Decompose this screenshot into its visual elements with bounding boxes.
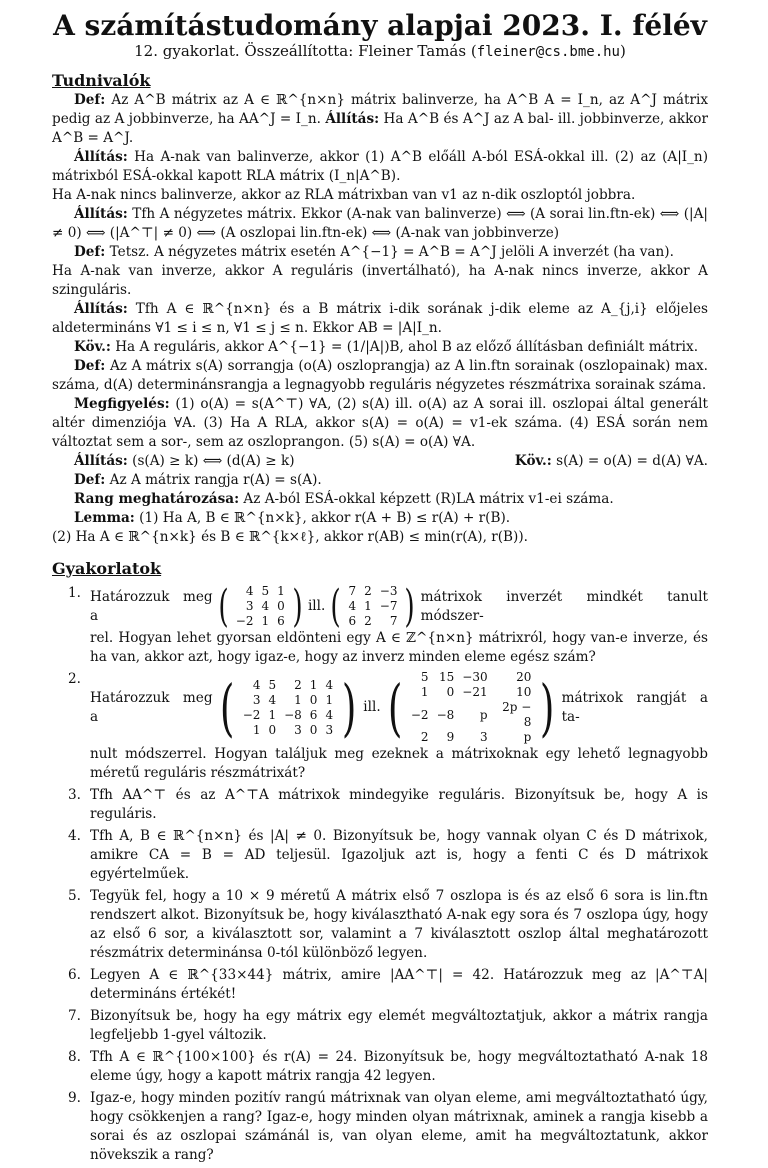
exercises-heading: Gyakorlatok	[52, 559, 162, 578]
exercise-text: nult módszerrel. Hogyan találjuk meg ezeknek a mátrixoknak egy lehető legnagyobb méretű reguláris részmátrixát?	[90, 746, 708, 781]
matrix-cell: 1	[420, 685, 429, 699]
matrix-row	[239, 678, 337, 693]
exercise-text: Tfh A ∈ ℝ^{100×100} és r(A) = 24. Bizonyítsuk be, hogy megváltoztatható A-nak 18 eleme úgy, hogy a kapott mátrix rangja 42 legyen.	[90, 1049, 708, 1084]
matrix-cell: 2	[364, 614, 372, 628]
matrix-cell: −2	[242, 707, 261, 722]
exercise-item	[52, 827, 708, 884]
matrix-cell: 0	[309, 722, 318, 737]
matrix-cell: 1	[268, 707, 277, 722]
allitas-label: Állítás:	[74, 206, 128, 222]
lemma-text: (1) Ha A, B ∈ ℝ^{n×k}, akkor r(A + B) ≤ r(A) + r(B).	[139, 510, 511, 526]
document-title: A számítástudomány alapjai 2023. I. félév	[53, 9, 707, 42]
def-text: Az A^B mátrix az A ∈ ℝ^{n×n} mátrix balinverze, ha A^B A = I_n, az A^J mátrix pedig az A jobbinverze, ha AA^J = I_n.	[52, 92, 709, 127]
matrix-row	[407, 730, 536, 745]
matrix-table	[345, 584, 402, 629]
exercise-item	[52, 966, 708, 1004]
allitas-text: Ha A^B és A^J az A bal- ill. jobbinverze, akkor A^B = A^J.	[52, 111, 708, 146]
matrix-cell: 5	[420, 670, 429, 684]
matrix-row	[407, 685, 536, 700]
matrix-2a: ( 4 5 2 1 4 3 4 1 0 1 −2 1 −8 6 4 1 0 3 0 3 )	[219, 670, 357, 744]
allitas-text: Ha A-nak van balinverze, akkor (1) A^B előáll A-ból ESÁ-okkal ill. (2) az (A|I_n) mátrixból ESÁ-okkal kapott RLA mátrix (I_n|A^B).	[52, 149, 708, 184]
allitas-label: Állítás:	[74, 301, 128, 317]
rang-text: Az A-ból ESÁ-okkal képzett (R)LA mátrix v1-ei száma.	[243, 491, 614, 507]
matrix-cell: 3	[294, 722, 302, 737]
exercise-number: 5.	[68, 888, 81, 904]
exercise-text: Bizonyítsuk be, hogy ha egy mátrix egy elemét megváltoztatjuk, akkor a mátrix rangja legfeljebb 1-gyel változik.	[90, 1008, 708, 1043]
matrix-cell: 2	[420, 730, 429, 744]
exercise-item	[52, 1007, 708, 1045]
matrix-cell: −7	[379, 599, 398, 613]
matrix-cell: 15	[438, 670, 455, 684]
exercise-text: Határozzuk meg a	[90, 588, 213, 624]
matrix-cell: 0	[309, 692, 318, 707]
exercise-text: ill.	[363, 699, 381, 715]
matrix-row	[239, 693, 337, 708]
matrix-cell: −2	[235, 614, 254, 628]
info-allitas-adjugate	[52, 300, 708, 338]
matrix-row	[345, 614, 402, 629]
allitas-label: Állítás:	[74, 149, 128, 165]
matrix-cell: 2p − 8	[502, 700, 532, 729]
megfigyeles-text: (1) o(A) = s(A^⊤) ∀A, (2) s(A) ill. o(A) az A sorai ill. oszlopai által generált altér dimenziója ∀A. (3) Ha A RLA, akkor s(A) = o(A) = v1-ek száma. (4) ESÁ során nem változtat sem a sor-, sem az oszloprangon. (5) s(A) = o(A) ∀A.	[52, 396, 708, 450]
document-page	[52, 10, 708, 1168]
exercise-text: mátrixok rangját a ta-	[561, 689, 708, 725]
matrix-cell: 3	[252, 692, 261, 707]
rang-label: Rang meghatározása:	[74, 491, 240, 507]
matrix-row	[345, 584, 402, 599]
subtitle-prefix: 12. gyakorlat. Összeállította: Fleiner Tamás (	[134, 42, 477, 60]
matrix-row	[407, 670, 536, 685]
matrix-row	[232, 599, 289, 614]
matrix-cell: 9	[446, 730, 455, 744]
document-subtitle	[52, 42, 708, 61]
allitas-label: Állítás:	[74, 453, 128, 469]
matrix-cell: 1	[252, 722, 261, 737]
matrix-cell: 4	[261, 599, 270, 613]
exercise-text: Határozzuk meg a	[90, 689, 213, 725]
matrix-cell: −2	[410, 707, 429, 722]
matrix-table	[232, 584, 289, 629]
matrix-cell: −30	[462, 670, 488, 684]
info-lemma-2: (2) Ha A ∈ ℝ^{n×k} és B ∈ ℝ^{k×ℓ}, akkor r(AB) ≤ min(r(A), r(B)).	[52, 529, 528, 545]
matrix-cell: 4	[325, 677, 334, 692]
matrix-cell: 2	[364, 584, 372, 598]
exercise-text: mátrixok inverzét mindkét tanult módszer-	[420, 588, 708, 624]
matrix-cell: 1	[277, 584, 285, 598]
kov-text: s(A) = o(A) = d(A) ∀A.	[556, 453, 708, 469]
matrix-cell: 5	[268, 677, 277, 692]
matrix-cell: 6	[277, 614, 285, 628]
kov-label: Köv.:	[74, 339, 111, 355]
matrix-cell: 10	[516, 685, 532, 699]
exercise-item	[52, 786, 708, 824]
matrix-cell: 1	[309, 677, 318, 692]
kov-label: Köv.:	[514, 453, 552, 469]
matrix-row	[239, 708, 337, 723]
matrix-cell: 7	[348, 584, 357, 598]
matrix-cell: 7	[389, 614, 398, 628]
matrix-cell: −3	[379, 584, 398, 598]
allitas-text: (s(A) ≥ k) ⟺ (d(A) ≥ k)	[132, 453, 295, 469]
exercise-2-matrices-row	[90, 670, 708, 745]
exercise-text: rel. Hogyan lehet gyorsan eldönteni egy A ∈ ℤ^{n×n} mátrixról, hogy van-e inverze, és ha van, akkor azt, hogy igaz-e, hogy az inverz minden eleme egész szám?	[90, 630, 708, 665]
matrix-table	[239, 678, 337, 738]
matrix-1b: ( 7 2 −3 4 1 −7 6 2 7 )	[330, 580, 416, 632]
info-no-balinverz: Ha A-nak nincs balinverze, akkor az RLA mátrixban van v1 az n-dik oszloptól jobbra.	[52, 187, 636, 203]
matrix-cell: 20	[516, 670, 532, 684]
exercise-number: 2.	[68, 671, 81, 687]
def-text: Tetsz. A négyzetes mátrix esetén A^{−1} = A^B = A^J jelöli A inverzét (ha van).	[109, 244, 674, 260]
exercise-text: Tegyük fel, hogy a 10 × 9 méretű A mátrix első 7 oszlopa is és az első 6 sora is lin.ftn rendszert alkot. Bizonyítsuk be, hogy kiválasztható A-nak egy sora és 7 oszlopa úgy, hogy az első 6 sor, a kiválasztott sor, valamint a 7 kiválasztott oszlop által meghatározott részmátrix determinánsa 0-tól különböző legyen.	[90, 888, 708, 961]
info-heading: Tudnivalók	[52, 71, 151, 90]
matrix-cell: 1	[261, 614, 270, 628]
exercise-text: Legyen A ∈ ℝ^{33×44} mátrix, amire |AA^⊤| = 42. Határozzuk meg az |A^⊤A| determináns értékét!	[90, 967, 708, 1002]
matrix-1a: ( 4 5 1 3 4 0 −2 1 6 )	[218, 580, 303, 632]
matrix-cell: −21	[462, 685, 488, 699]
matrix-cell: 5	[261, 584, 270, 598]
exercise-number: 4.	[68, 828, 81, 844]
exercise-1-matrices-row	[90, 580, 708, 632]
info-def-balinverz	[52, 91, 708, 148]
matrix-cell: 3	[479, 730, 488, 744]
author-email: fleiner@cs.bme.hu	[476, 44, 620, 60]
kov-text: Ha A reguláris, akkor A^{−1} = (1/|A|)B, ahol B az előző állításban definiált mátrix.	[115, 339, 699, 355]
allitas-text: Tfh A négyzetes mátrix. Ekkor (A-nak van balinverze) ⟺ (A sorai lin.ftn-ek) ⟺ (|A| ≠ 0) ⟺ (|A^⊤| ≠ 0) ⟺ (A oszlopai lin.ftn-ek) ⟺ (A-nak van jobbinverze)	[52, 206, 708, 241]
matrix-cell: 0	[268, 722, 277, 737]
exercise-number: 7.	[68, 1008, 81, 1024]
matrix-cell: p	[523, 730, 532, 744]
def-label: Def:	[74, 92, 106, 108]
matrix-cell: 4	[268, 692, 277, 707]
allitas-label: Állítás:	[325, 111, 380, 127]
matrix-cell: 0	[446, 685, 455, 699]
matrix-cell: 6	[309, 707, 318, 722]
info-regular-singular: Ha A-nak van inverze, akkor A reguláris (invertálható), ha A-nak nincs inverze, akkor A szinguláris.	[52, 263, 708, 298]
matrix-cell: 3	[245, 599, 254, 613]
exercise-item	[52, 887, 708, 963]
exercise-number: 9.	[68, 1090, 81, 1106]
kov-part	[515, 452, 708, 471]
exercise-list	[52, 580, 708, 1165]
info-def-rangja	[52, 471, 708, 490]
allitas-text: Tfh A ∈ ℝ^{n×n} és a B mátrix i-dik sorának j-dik eleme az A_{j,i} előjeles aldetermináns ∀1 ≤ i ≤ n, ∀1 ≤ j ≤ n. Ekkor AB = |A|I_n.	[52, 301, 708, 336]
allitas-part	[52, 452, 295, 471]
matrix-cell: p	[479, 707, 488, 722]
matrix-cell: 4	[348, 599, 357, 613]
matrix-cell: 4	[245, 584, 254, 598]
matrix-row	[345, 599, 402, 614]
exercise-text: Igaz-e, hogy minden pozitív rangú mátrixnak van olyan eleme, ami megváltoztatható úgy, hogy csökkenjen a rang? Igaz-e, hogy minden olyan mátrixnak, aminek a rangja kisebb a sorai és az oszlopai számánál is, van olyan eleme, amit ha megváltoztatunk, akkor növekszik a rang?	[90, 1090, 708, 1163]
def-label: Def:	[74, 472, 106, 488]
matrix-row	[232, 584, 289, 599]
info-kov-inverse-formula	[52, 338, 708, 357]
exercise-text: Tfh A, B ∈ ℝ^{n×n} és |A| ≠ 0. Bizonyítsuk be, hogy vannak olyan C és D mátrixok, amikre CA = B = AD teljesül. Igazoljuk azt is, hogy a fenti C és D mátrixok egyértelműek.	[90, 828, 708, 882]
info-rang-meghatarozasa	[52, 490, 708, 509]
def-text: Az A mátrix s(A) sorrangja (o(A) oszloprangja) az A lin.ftn sorainak (oszlopainak) max. száma, d(A) determinánsrangja a legnagyobb reguláris négyzetes részmátrixa sorainak száma.	[52, 358, 708, 393]
exercise-text: Tfh AA^⊤ és az A^⊤A mátrixok mindegyike reguláris. Bizonyítsuk be, hogy A is reguláris.	[90, 787, 708, 822]
exercise-number: 3.	[68, 787, 81, 803]
subtitle-suffix: )	[619, 42, 626, 60]
exercise-number: 1.	[68, 585, 81, 601]
info-allitas-equivalences	[52, 205, 708, 243]
exercise-item	[52, 1048, 708, 1086]
info-allitas-kov-rank	[52, 452, 708, 471]
matrix-cell: 6	[348, 614, 357, 628]
matrix-cell: 2	[294, 677, 302, 692]
matrix-cell: 3	[325, 722, 334, 737]
exercise-text: ill.	[307, 598, 326, 614]
megfigyeles-label: Megfigyelés:	[74, 396, 170, 412]
exercise-number: 8.	[68, 1049, 81, 1065]
info-lemma	[52, 509, 708, 528]
exercise-number: 6.	[68, 967, 81, 983]
def-label: Def:	[74, 358, 106, 374]
matrix-cell: 1	[294, 692, 302, 707]
def-label: Def:	[74, 244, 106, 260]
matrix-row	[407, 700, 536, 730]
info-def-inverse	[52, 243, 708, 262]
info-megfigyeles	[52, 395, 708, 452]
matrix-cell: 4	[325, 707, 334, 722]
lemma-label: Lemma:	[74, 510, 135, 526]
matrix-row	[239, 723, 337, 738]
exercise-item	[52, 670, 708, 783]
matrix-table	[407, 670, 536, 745]
matrix-cell: 4	[252, 677, 261, 692]
matrix-cell: 1	[325, 692, 334, 707]
info-def-rank	[52, 357, 708, 395]
matrix-2b: ( 5 15 −30 20 1 0 −21 10 −2 −8 p 2p − 8 2 9 3 p )	[387, 670, 555, 744]
info-allitas-balinverz	[52, 148, 708, 186]
matrix-cell: −8	[284, 707, 302, 722]
matrix-cell: 0	[277, 599, 285, 613]
def-text: Az A mátrix rangja r(A) = s(A).	[109, 472, 322, 488]
matrix-cell: −8	[436, 707, 455, 722]
matrix-row	[232, 614, 289, 629]
matrix-cell: 1	[364, 599, 372, 613]
exercise-item	[52, 580, 708, 667]
exercise-item	[52, 1089, 708, 1165]
